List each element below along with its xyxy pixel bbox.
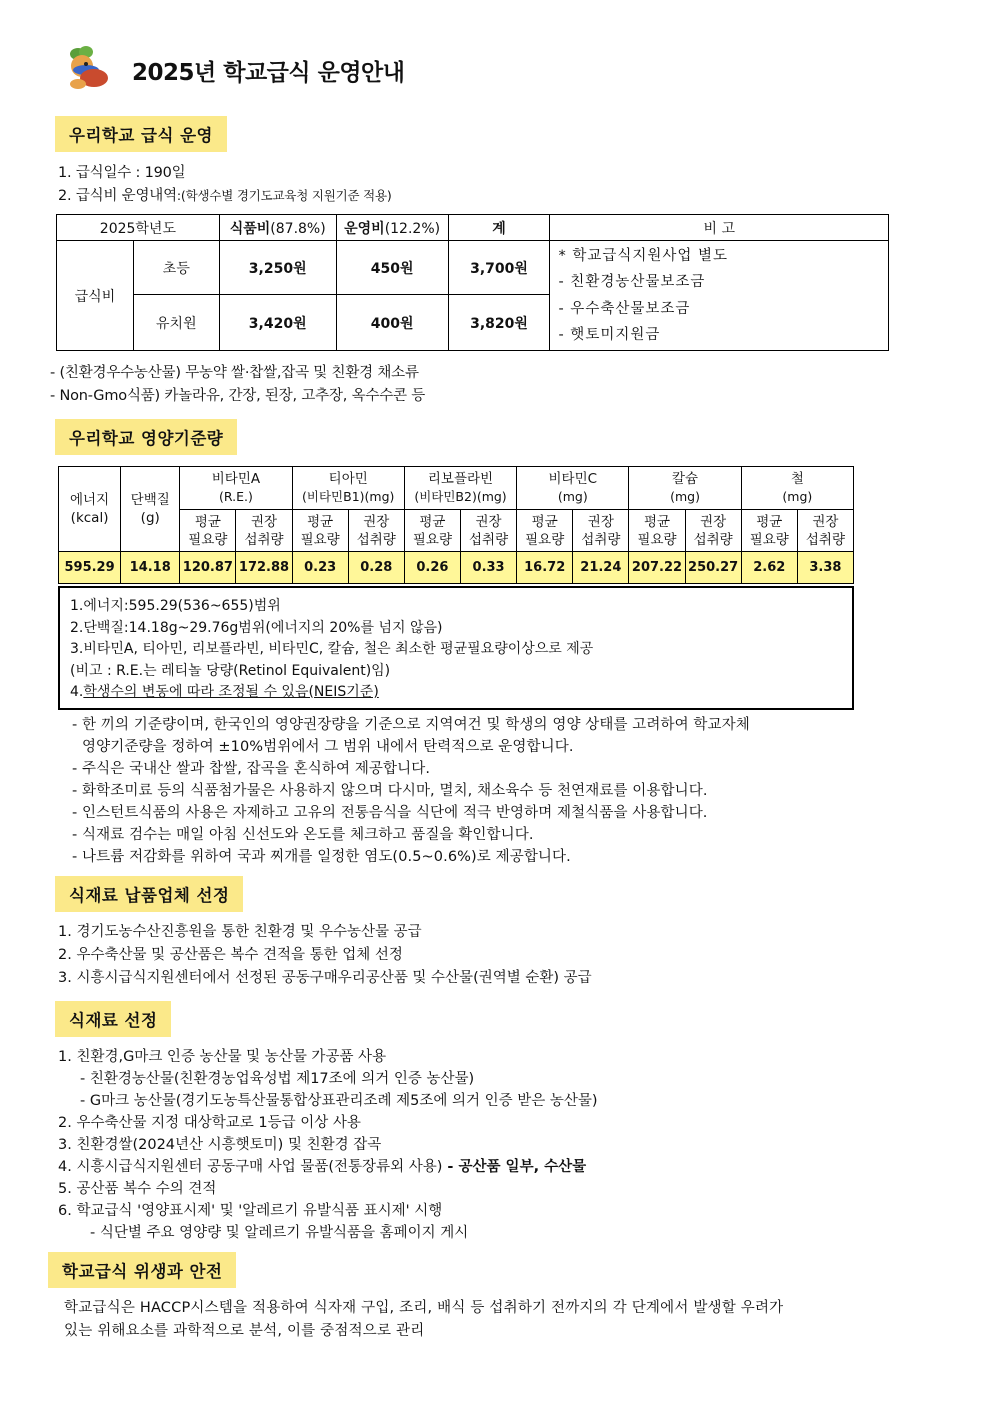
hygiene-line: 있는 위해요소를 과학적으로 분석, 이를 중점적으로 관리 bbox=[64, 1323, 425, 1339]
header-operation-cost: 운영비(12.2%) bbox=[336, 215, 448, 241]
fee-table-header bbox=[57, 215, 889, 241]
header-remarks: 비 고 bbox=[550, 215, 889, 241]
bullet-line: - 식재료 검수는 매일 아침 신선도와 온도를 체크하고 품질을 확인합니다. bbox=[72, 827, 534, 843]
ingredient-subitem: - 친환경농산물(친환경농업육성법 제17조에 의거 인증 농산물) bbox=[80, 1071, 475, 1087]
header-total: 계 bbox=[448, 215, 550, 241]
header-iron: 철 (mg) bbox=[741, 467, 853, 510]
nutrition-value-row bbox=[59, 552, 854, 584]
supplier-list bbox=[58, 921, 592, 990]
value-cell: 0.28 bbox=[348, 552, 404, 584]
value-cell: 16.72 bbox=[517, 552, 573, 584]
value-cell: 250.27 bbox=[685, 552, 741, 584]
section-heading-nutrition-standard: 우리학교 영양기준량 bbox=[55, 419, 237, 455]
sub-avg: 평균 필요량 bbox=[292, 510, 348, 552]
supplier-item: 3. 시흥시급식지원센터에서 선정된 공동구매우리공산품 및 수산물(권역별 순환) 공급 bbox=[58, 970, 592, 986]
note-line: 3.비타민A, 티아민, 리보플라빈, 비타민C, 칼슘, 철은 최소한 평균필요량이상으로 제공 bbox=[70, 641, 594, 657]
bullet-line: - 한 끼의 기준량이며, 한국인의 영양권장량을 기준으로 지역여건 및 학생의 영양 상태를 고려하여 학교자체 bbox=[72, 717, 750, 733]
section-heading-hygiene-safety: 학교급식 위생과 안전 bbox=[48, 1252, 236, 1288]
value-cell: 21.24 bbox=[573, 552, 629, 584]
fee-note-line: - (친환경우수농산물) 무농약 쌀·찹쌀,잡곡 및 친환경 채소류 bbox=[50, 365, 419, 381]
level-cell: 초등 bbox=[133, 241, 219, 295]
ingredient-item: 3. 친환경쌀(2024년산 시흥햇토미) 및 친환경 잡곡 bbox=[58, 1137, 382, 1153]
section-heading-ingredient-selection: 식재료 선정 bbox=[55, 1001, 171, 1037]
nutrition-bullets bbox=[72, 714, 750, 868]
remark-line: - 친환경농산물보조금 bbox=[558, 274, 706, 290]
value-cell: 0.23 bbox=[292, 552, 348, 584]
header-thiamin: 티아민 (비타민B1)(mg) bbox=[292, 467, 404, 510]
meal-fee-table bbox=[56, 214, 889, 351]
value-cell: 120.87 bbox=[180, 552, 236, 584]
supplier-item: 1. 경기도농수산진흥원을 통한 친환경 및 우수농산물 공급 bbox=[58, 924, 422, 940]
sub-rec: 권장 섭취량 bbox=[797, 510, 853, 552]
bullet-line: - 인스턴트식품의 사용은 자제하고 고유의 전통음식을 식단에 적극 반영하며 제철식품을 사용합니다. bbox=[72, 805, 708, 821]
food-cost-cell: 3,420원 bbox=[219, 295, 336, 351]
sub-avg: 평균 필요량 bbox=[629, 510, 685, 552]
ingredient-item: 6. 학교급식 '영양표시제' 및 '알레르기 유발식품 표시제' 시행 bbox=[58, 1203, 443, 1219]
header-year: 2025학년도 bbox=[57, 215, 220, 241]
ingredient-item: 2. 우수축산물 지정 대상학교로 1등급 이상 사용 bbox=[58, 1115, 361, 1131]
remark-line: * 학교급식지원사업 별도 bbox=[558, 247, 729, 264]
value-cell: 3.38 bbox=[797, 552, 853, 584]
level-cell: 유치원 bbox=[133, 295, 219, 351]
nutrition-notes-box bbox=[58, 586, 854, 710]
fee-note-line: - Non-Gmo식품) 카놀라유, 간장, 된장, 고추장, 옥수수콘 등 bbox=[50, 388, 426, 404]
bullet-line: - 주식은 국내산 쌀과 찹쌀, 잡곡을 혼식하여 제공합니다. bbox=[72, 761, 431, 777]
note-line: 2.단백질:14.18g~29.76g범위(에너지의 20%를 넘지 않음) bbox=[70, 619, 443, 636]
nutrition-header-row bbox=[59, 467, 854, 510]
header-protein: 단백질 (g) bbox=[121, 467, 180, 552]
note-line: 1.에너지:595.29(536~655)범위 bbox=[70, 598, 281, 614]
header-vitamin-a: 비타민A (R.E.) bbox=[180, 467, 292, 510]
value-cell: 2.62 bbox=[741, 552, 797, 584]
note-line: 4.학생수의 변동에 따라 조정될 수 있음(NEIS기준) bbox=[70, 684, 379, 700]
sub-rec: 권장 섭취량 bbox=[461, 510, 517, 552]
operation-cost-cell: 450원 bbox=[336, 241, 448, 295]
bullet-line: 영양기준량을 정하여 ±10%범위에서 그 범위 내에서 탄력적으로 운영합니다. bbox=[82, 739, 574, 755]
nutrition-table bbox=[58, 466, 854, 584]
mascot-logo-icon bbox=[64, 44, 116, 94]
operation-cost-cell: 400원 bbox=[336, 295, 448, 351]
hygiene-paragraph bbox=[64, 1297, 783, 1343]
remarks-cell bbox=[550, 241, 889, 351]
value-cell: 14.18 bbox=[121, 552, 180, 584]
remark-line: - 햇토미지원금 bbox=[558, 327, 661, 343]
bullet-line: - 화학조미료 등의 식품첨가물은 사용하지 않으며 다시마, 멸치, 채소육수 등 천연재료를 이용합니다. bbox=[72, 783, 708, 799]
value-cell: 172.88 bbox=[236, 552, 292, 584]
sub-rec: 권장 섭취량 bbox=[573, 510, 629, 552]
sub-avg: 평균 필요량 bbox=[517, 510, 573, 552]
header-riboflavin: 리보플라빈 (비타민B2)(mg) bbox=[404, 467, 516, 510]
fee-row-elementary bbox=[57, 241, 889, 295]
ingredient-item: 4. 시흥시급식지원센터 공동구매 사업 물품(전통장류외 사용) - 공산품 일부, 수산물 bbox=[58, 1159, 587, 1175]
ingredient-subitem: - G마크 농산물(경기도농특산물통합상표관리조례 제5조에 의거 인증 받은 농산물) bbox=[80, 1093, 598, 1109]
sub-avg: 평균 필요량 bbox=[180, 510, 236, 552]
total-cell: 3,700원 bbox=[448, 241, 550, 295]
value-cell: 0.26 bbox=[404, 552, 460, 584]
header-vitamin-c: 비타민C (mg) bbox=[517, 467, 629, 510]
ingredient-list bbox=[58, 1046, 598, 1244]
sub-rec: 권장 섭취량 bbox=[236, 510, 292, 552]
ingredient-item: 5. 공산품 복수 수의 견적 bbox=[58, 1181, 217, 1197]
header-calcium: 칼슘 (mg) bbox=[629, 467, 741, 510]
supplier-item: 2. 우수축산물 및 공산품은 복수 견적을 통한 업체 선정 bbox=[58, 947, 403, 963]
section-heading-supplier-selection: 식재료 납품업체 선정 bbox=[55, 876, 243, 912]
ingredient-item: 1. 친환경,G마크 인증 농산물 및 농산물 가공품 사용 bbox=[58, 1049, 387, 1065]
hygiene-line: 학교급식은 HACCP시스템을 적용하여 식자재 구입, 조리, 배식 등 섭취하기 전까지의 각 단계에서 발생할 우려가 bbox=[64, 1300, 784, 1316]
header-energy: 에너지 (kcal) bbox=[59, 467, 121, 552]
note-line: (비고 : R.E.는 레티놀 당량(Retinol Equivalent)임) bbox=[70, 662, 391, 679]
meal-fee-label: 2. 급식비 운영내역 bbox=[58, 188, 177, 204]
meal-days-item: 1. 급식일수 : 190일 bbox=[58, 165, 186, 181]
bullet-line: - 나트륨 저감화를 위하여 국과 찌개를 일정한 염도(0.5~0.6%)로 제공합니다. bbox=[72, 849, 571, 865]
value-cell: 0.33 bbox=[461, 552, 517, 584]
page-title: 2025년 학교급식 운영안내 bbox=[132, 60, 405, 86]
sub-avg: 평균 필요량 bbox=[741, 510, 797, 552]
total-cell: 3,820원 bbox=[448, 295, 550, 351]
value-cell: 207.22 bbox=[629, 552, 685, 584]
header-food-cost: 식품비(87.8%) bbox=[219, 215, 336, 241]
food-cost-cell: 3,250원 bbox=[219, 241, 336, 295]
value-cell: 595.29 bbox=[59, 552, 121, 584]
sub-avg: 평균 필요량 bbox=[404, 510, 460, 552]
meal-fee-item bbox=[58, 184, 392, 205]
meal-fee-sub: :(학생수별 경기도교육청 지원기준 적용) bbox=[176, 188, 392, 203]
sub-rec: 권장 섭취량 bbox=[348, 510, 404, 552]
section-heading-meal-operation: 우리학교 급식 운영 bbox=[55, 116, 227, 152]
ingredient-subitem: - 식단별 주요 영양량 및 알레르기 유발식품을 홈페이지 게시 bbox=[90, 1225, 469, 1241]
row-label-meal-fee: 급식비 bbox=[57, 241, 134, 351]
sub-rec: 권장 섭취량 bbox=[685, 510, 741, 552]
remark-line: - 우수축산물보조금 bbox=[558, 300, 691, 317]
